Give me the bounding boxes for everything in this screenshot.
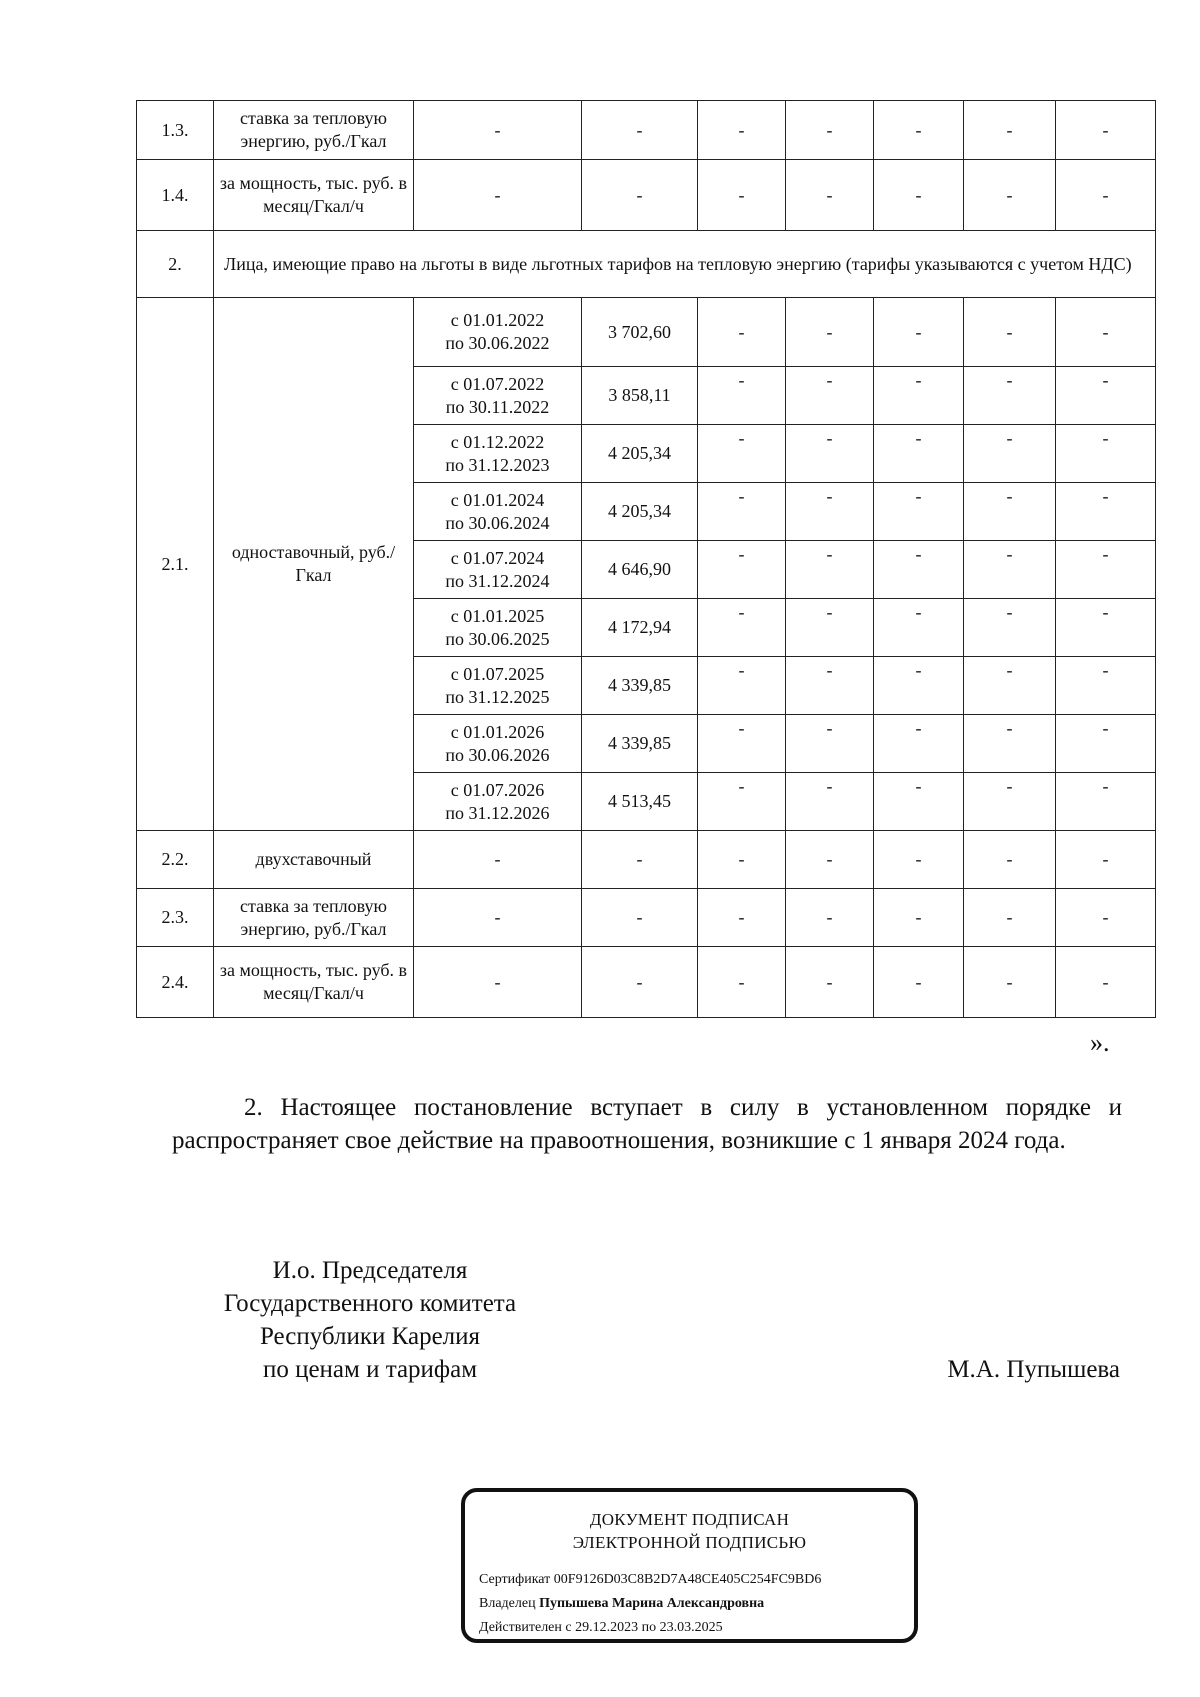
row-cell: - [786, 541, 874, 599]
signatory-name: М.А. Пупышева [947, 1356, 1120, 1383]
row-cell: - [964, 889, 1056, 947]
row-cell: - [874, 715, 964, 773]
row-cell: - [874, 889, 964, 947]
valid-label: Действителен с [479, 1620, 572, 1635]
row-name: за мощность, тыс. руб. в месяц/Гкал/ч [214, 947, 414, 1018]
row-value: 4 205,34 [582, 425, 698, 483]
row-cell: - [1056, 715, 1156, 773]
row-period: - [414, 831, 582, 889]
row-period [414, 541, 582, 599]
row-period: - [414, 160, 582, 231]
stamp-title [465, 1508, 914, 1554]
row-cell: - [786, 367, 874, 425]
table-row [137, 160, 1156, 231]
row-number: 2. [137, 231, 214, 298]
cert-label: Сертификат [479, 1572, 551, 1587]
row-cell: - [874, 101, 964, 160]
period-to: по 30.06.2025 [445, 628, 550, 649]
period-from: с 01.01.2025 [450, 605, 545, 626]
row-name: одноставочный, руб./Гкал [214, 298, 414, 831]
row-period [414, 425, 582, 483]
row-value: 4 646,90 [582, 541, 698, 599]
row-value: 4 205,34 [582, 483, 698, 541]
row-cell: - [964, 425, 1056, 483]
stamp-title-line: ЭЛЕКТРОННОЙ ПОДПИСЬЮ [572, 1533, 807, 1552]
period-from: с 01.07.2025 [450, 663, 545, 684]
owner-label: Владелец [479, 1596, 536, 1611]
row-cell: - [786, 425, 874, 483]
period-to: по 31.12.2024 [445, 570, 550, 591]
period-to: по 30.06.2026 [445, 744, 550, 765]
table-row [137, 101, 1156, 160]
row-period [414, 298, 582, 367]
position-line: по ценам и тарифам [262, 1356, 478, 1383]
row-cell: - [874, 367, 964, 425]
row-value: - [582, 889, 698, 947]
period-from: с 01.01.2024 [450, 489, 545, 510]
position-line: Республики Карелия [259, 1323, 481, 1350]
row-number: 1.3. [137, 101, 214, 160]
row-cell: - [964, 599, 1056, 657]
row-name: ставка за тепловую энергию, руб./Гкал [214, 101, 414, 160]
position-line: Государственного комитета [223, 1290, 517, 1317]
stamp-certificate [479, 1571, 821, 1589]
row-period [414, 599, 582, 657]
row-cell: - [874, 483, 964, 541]
row-cell: - [786, 599, 874, 657]
stamp-title-line: ДОКУМЕНТ ПОДПИСАН [589, 1510, 790, 1529]
table-row [137, 298, 1156, 367]
row-period [414, 657, 582, 715]
period-from: с 01.01.2026 [450, 721, 545, 742]
row-number: 2.2. [137, 831, 214, 889]
row-number: 2.3. [137, 889, 214, 947]
row-cell: - [1056, 889, 1156, 947]
signatory-position [160, 1254, 580, 1386]
row-cell: - [1056, 160, 1156, 231]
period-to: по 30.11.2022 [445, 396, 550, 417]
row-number: 1.4. [137, 160, 214, 231]
row-cell: - [698, 541, 786, 599]
stamp-owner [479, 1595, 764, 1613]
row-cell: - [1056, 831, 1156, 889]
row-value: 3 702,60 [582, 298, 698, 367]
row-cell: - [1056, 425, 1156, 483]
row-cell: - [964, 773, 1056, 831]
period-from: с 01.07.2024 [450, 547, 545, 568]
valid-to-label: по [641, 1620, 657, 1635]
row-cell: - [1056, 483, 1156, 541]
row-cell: - [1056, 773, 1156, 831]
row-cell: - [1056, 541, 1156, 599]
row-period [414, 773, 582, 831]
row-value: - [582, 160, 698, 231]
row-value: 4 513,45 [582, 773, 698, 831]
row-cell: - [698, 715, 786, 773]
row-cell: - [874, 773, 964, 831]
row-cell: - [786, 160, 874, 231]
row-cell: - [786, 483, 874, 541]
row-cell: - [698, 947, 786, 1018]
row-cell: - [964, 657, 1056, 715]
paragraph-text: 2. Настоящее постановление вступает в силу в установленном порядке и распространяет свое действие на правоотношения, возникшие с 1 января 2024 года. [172, 1094, 1122, 1154]
row-cell: - [964, 367, 1056, 425]
owner-value: Пупышева Марина Александровна [539, 1596, 765, 1611]
row-number: 2.1. [137, 298, 214, 831]
row-period: - [414, 889, 582, 947]
row-value: 4 172,94 [582, 599, 698, 657]
row-name: двухставочный [214, 831, 414, 889]
row-cell: - [698, 831, 786, 889]
row-cell: - [874, 947, 964, 1018]
row-value: - [582, 947, 698, 1018]
row-value: 4 339,85 [582, 715, 698, 773]
row-cell: - [786, 298, 874, 367]
row-cell: - [786, 889, 874, 947]
row-cell: - [964, 715, 1056, 773]
row-cell: - [874, 425, 964, 483]
row-period: - [414, 947, 582, 1018]
cert-value: 00F9126D03C8B2D7A48CE405C254FC9BD6 [553, 1572, 822, 1587]
row-cell: - [698, 599, 786, 657]
row-cell: - [964, 541, 1056, 599]
period-to: по 31.12.2026 [445, 802, 550, 823]
row-value: - [582, 831, 698, 889]
closing-quote: ». [1090, 1028, 1110, 1057]
row-cell: - [698, 773, 786, 831]
position-line: И.о. Председателя [272, 1257, 468, 1284]
row-value: - [582, 101, 698, 160]
period-to: по 31.12.2025 [445, 686, 550, 707]
row-cell: - [1056, 947, 1156, 1018]
valid-to: 23.03.2025 [659, 1620, 723, 1635]
row-cell: - [698, 160, 786, 231]
section-heading: Лица, имеющие право на льготы в виде льготных тарифов на тепловую энергию (тарифы указываются с учетом НДС) [214, 231, 1156, 298]
row-cell: - [1056, 101, 1156, 160]
row-cell: - [964, 298, 1056, 367]
row-cell: - [964, 160, 1056, 231]
row-cell: - [698, 483, 786, 541]
row-cell: - [698, 367, 786, 425]
row-period [414, 715, 582, 773]
row-cell: - [786, 831, 874, 889]
row-cell: - [874, 298, 964, 367]
stamp-validity [479, 1619, 723, 1637]
row-cell: - [874, 160, 964, 231]
row-cell: - [1056, 599, 1156, 657]
valid-from: 29.12.2023 [575, 1620, 639, 1635]
table-row [137, 831, 1156, 889]
row-cell: - [786, 947, 874, 1018]
row-cell: - [698, 425, 786, 483]
row-number: 2.4. [137, 947, 214, 1018]
row-cell: - [1056, 298, 1156, 367]
period-to: по 31.12.2023 [445, 454, 550, 475]
row-cell: - [786, 657, 874, 715]
table-row [137, 947, 1156, 1018]
row-value: 4 339,85 [582, 657, 698, 715]
row-cell: - [874, 541, 964, 599]
row-cell: - [964, 483, 1056, 541]
row-cell: - [698, 657, 786, 715]
row-cell: - [874, 599, 964, 657]
row-period [414, 483, 582, 541]
period-from: с 01.07.2026 [450, 779, 545, 800]
row-cell: - [874, 831, 964, 889]
row-cell: - [786, 715, 874, 773]
period-from: с 01.07.2022 [450, 373, 545, 394]
table-row [137, 889, 1156, 947]
row-period [414, 367, 582, 425]
period-from: с 01.01.2022 [450, 310, 545, 330]
row-cell: - [698, 298, 786, 367]
row-period: - [414, 101, 582, 160]
row-cell: - [964, 831, 1056, 889]
row-cell: - [874, 657, 964, 715]
period-to: по 30.06.2022 [445, 333, 550, 353]
table-row [137, 231, 1156, 298]
row-cell: - [698, 889, 786, 947]
row-cell: - [1056, 657, 1156, 715]
body-paragraph [172, 1091, 1122, 1157]
tariff-table [136, 100, 1156, 1018]
period-to: по 30.06.2024 [445, 512, 550, 533]
row-name: ставка за тепловую энергию, руб./Гкал [214, 889, 414, 947]
e-signature-stamp [461, 1488, 918, 1643]
row-cell: - [698, 101, 786, 160]
row-cell: - [786, 101, 874, 160]
row-cell: - [964, 101, 1056, 160]
row-cell: - [964, 947, 1056, 1018]
row-cell: - [1056, 367, 1156, 425]
period-from: с 01.12.2022 [450, 431, 545, 452]
row-cell: - [786, 773, 874, 831]
row-name: за мощность, тыс. руб. в месяц/Гкал/ч [214, 160, 414, 231]
row-value: 3 858,11 [582, 367, 698, 425]
